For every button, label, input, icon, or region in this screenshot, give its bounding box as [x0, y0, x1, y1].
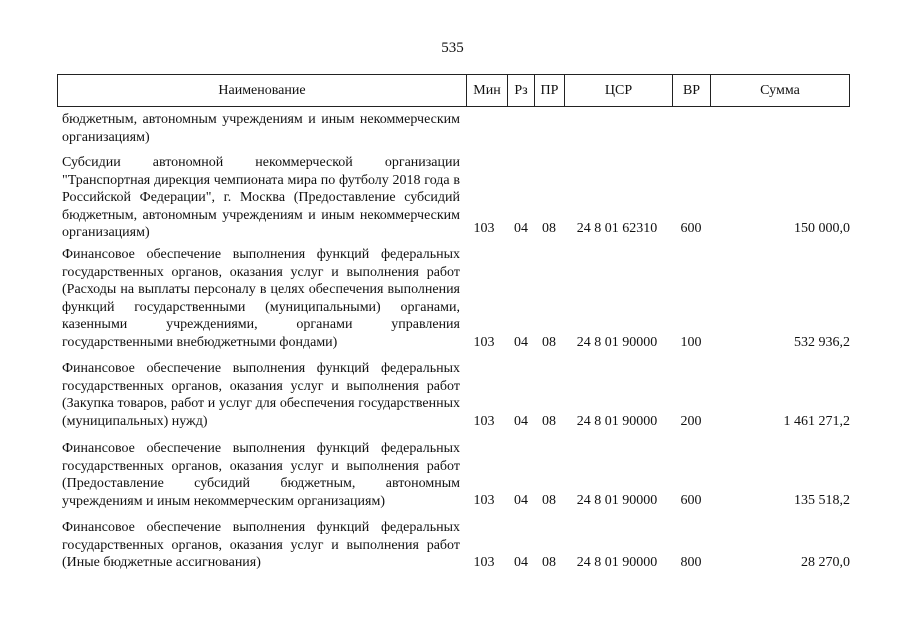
- row-rz: 04: [514, 335, 528, 350]
- row-rz: 04: [514, 555, 528, 570]
- row-sum: 1 461 271,2: [783, 414, 850, 429]
- row-sum: 150 000,0: [794, 221, 850, 236]
- row-rz: 04: [514, 414, 528, 429]
- row-vr: 600: [680, 221, 702, 236]
- header-rz: Рз: [507, 75, 534, 106]
- header-name: Наименование: [57, 75, 466, 106]
- row-min: 103: [473, 493, 495, 508]
- row-csr: 24 8 01 62310: [576, 221, 658, 236]
- row-sum: 135 518,2: [794, 493, 850, 508]
- row-vr: 100: [680, 335, 702, 350]
- row-sum: 532 936,2: [794, 335, 850, 350]
- row-name: Субсидии автономной некоммерческой организации "Транспортная дирекция чемпионата мира по футболу 2018 года в Российской Федерации", г. Москва (Предоставление субсидий бюджетным, автономным учреждениям и иным некоммерческим организациям): [62, 155, 460, 240]
- row-name: Финансовое обеспечение выполнения функций федеральных государственных органов, оказания услуг и выполнения работ (Иные бюджетные ассигнования): [62, 520, 460, 570]
- row-min: 103: [473, 555, 495, 570]
- header-min: Мин: [466, 75, 507, 106]
- row-pr: 08: [542, 335, 556, 350]
- table-header: [57, 74, 850, 107]
- row-pr: 08: [542, 493, 556, 508]
- row-rz: 04: [514, 221, 528, 236]
- row-vr: 600: [680, 493, 702, 508]
- header-sum: Сумма: [710, 75, 850, 106]
- row-name: Финансовое обеспечение выполнения функций федеральных государственных органов, оказания услуг и выполнения работ (Закупка товаров, работ и услуг для обеспечения государственных (муниципальных) нужд): [62, 361, 460, 429]
- header-csr: ЦСР: [564, 75, 672, 106]
- row-name: Финансовое обеспечение выполнения функций федеральных государственных органов, оказания услуг и выполнения работ (Предоставление субсидий бюджетным, автономным учреждениям и иным некоммерческим организациям): [62, 441, 460, 509]
- row-pr: 08: [542, 221, 556, 236]
- row-pr: 08: [542, 555, 556, 570]
- row-vr: 200: [680, 414, 702, 429]
- row-csr: 24 8 01 90000: [576, 414, 658, 429]
- header-vr: ВР: [672, 75, 710, 106]
- row-min: 103: [473, 414, 495, 429]
- row-csr: 24 8 01 90000: [576, 555, 658, 570]
- header-pr: ПР: [534, 75, 564, 106]
- row-name: Финансовое обеспечение выполнения функций федеральных государственных органов, оказания услуг и выполнения работ (Расходы на выплаты персоналу в целях обеспечения выполнения функций государственными (муниципальными) органами, казенными учреждениями, органами управления государственными внебюджетными фондами): [62, 247, 460, 350]
- row-name: бюджетным, автономным учреждениям и иным некоммерческим организациям): [62, 112, 460, 145]
- row-min: 103: [473, 335, 495, 350]
- row-sum: 28 270,0: [801, 555, 850, 570]
- row-csr: 24 8 01 90000: [576, 335, 658, 350]
- row-vr: 800: [680, 555, 702, 570]
- page-number: 535: [441, 40, 464, 56]
- row-pr: 08: [542, 414, 556, 429]
- row-csr: 24 8 01 90000: [576, 493, 658, 508]
- row-min: 103: [473, 221, 495, 236]
- row-rz: 04: [514, 493, 528, 508]
